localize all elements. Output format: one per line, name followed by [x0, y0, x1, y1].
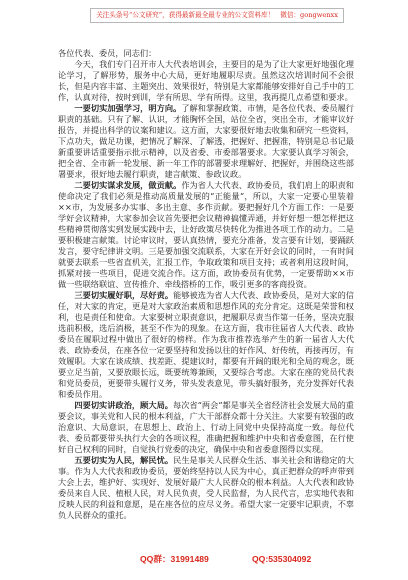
paragraph-point-1 — [58, 103, 354, 180]
banner-wechat: 微信：gongwenxx — [280, 11, 338, 19]
document-body — [58, 48, 354, 521]
qq-group-number: QQ群：31991489 — [140, 554, 209, 564]
paragraph-heading: 二要切实谋求发展，做贡献。 — [74, 180, 182, 190]
page-footer — [0, 552, 408, 566]
paragraph-point-4 — [58, 400, 354, 455]
paragraph-text: 每次省“两会”都是事关全省经济社会发展大局的重要会议，事关党和人民的根本利益，广大干部群众都十分关注。大家要有较强的政治意识、大局意识，在思想上、政治上、行动上同党中央保持高度一致。每位代表、委员都要带头执行大会的各项议程，准确把握和维护中央和省委意图，在行使好自己权利的同时，自觉执行党委的决定，确保中央和省委意图得以实现。 — [58, 400, 354, 454]
salutation: 各位代表、委员，同志们： — [58, 48, 157, 58]
paragraph-heading: 四要切实讲政治，顾大局。 — [74, 400, 174, 410]
paragraph-heading: 三要切实履好职，尽好责。 — [74, 290, 174, 300]
banner-text: 关注头条号“公文研究”，获得最新最全最专业的公文资料库！ — [96, 11, 275, 19]
paragraph-intro — [58, 59, 354, 103]
paragraph-text: 今天，我们专门召开市人大代表培训会，主要目的是为了让大家更好地强化理论学习，了解形势，服务中心大局，更好地履职尽责。虽然这次培训时间不会很长，但是内容丰富、主题突出、效果很好，特别是大家都能够安排好自己手中的工作，认真对待，按时到训，学有所思、学有所得。这里，我再提几点希望和要求。 — [58, 59, 354, 102]
qq-number: QQ:535304092 — [252, 554, 312, 564]
paragraph-text: 了解和掌握政策、市情，是各位代表、委员履行职责的基础。只有了解、认识，才能胸怀全国，站位全省，突出全市，才能审议好报告，并提出科学的议案和建议。这方面，大家要很好地去收集和研究一些资料，下点功夫，做足功课，把情况了解深、了解透，把握好、把握准，特别是总书记最新重要讲话重要指示批示精神，以及省委、市委部署要求。大家要认真学习领会，把全省、全市新一轮发展、新一年工作的部署要求理解好、把握好，并围绕这些部署要求，很好地去履行职责，建言献策、参政议政。 — [58, 103, 354, 179]
paragraph-text: 民生是事关人民群众生活、事关社会和谐稳定的大事。作为人大代表和政协委员，要始终坚持以人民为中心，真正把群众的呼声带到大会上去，维护好、实现好、发展好最广大人民群众的根本利益。人大代表和政协委员来自人民、植根人民，对人民负责，受人民监督，为人民代言，忠实地代表和反映人民的利益和意愿，是在座各位的应尽义务。希望大家一定要牢记职责，不辜负人民群众的重托。 — [58, 455, 354, 520]
paragraph-point-5 — [58, 455, 354, 521]
paragraph-text: 作为省人大代表、政协委员，我们肩上的职责和使命决定了我们必须是推动高质量发展的“正能量”，所以，大家一定要心里装着××市，为发展多办实事、多出主意、多作贡献。要把握好几个方面工作：一是要学好会议精神，大家参加会议首先要把会议精神搞懂弄通，并好好想一想怎样把这些精神贯彻落实到发展实践中去，让好政策尽快转化为推进各项工作的动力。二是要积极建言献策。讨论审议时，要认真热情，要充分准备，发言要有计划，要踊跃发言，要守纪律讲文明。三是要加强交流联系，大家在开好会议的同时，一有时间就要去联系一些省直机关，汇报工作，争取政策和项目支持；或者利用这段时间，抓紧对接一些项目，促进交流合作。这方面，政协委员有优势，一定要帮助××市做一些联络联谊、宣传推介、牵线搭桥的工作，吸引更多的客商投资。 — [58, 180, 354, 289]
paragraph-point-3 — [58, 290, 354, 400]
paragraph-text: 能够被选为省人大代表、政协委员，是对大家的信任，对大家的肯定，更是对大家政治素质和思想作风的充分肯定。这既是荣誉和权利，也是责任和使命。大家要树立职责意识，把履职尽责当作第一任务，坚决克服选前积极，选后消极，甚至不作为的现象。在这方面，我市往届省人大代表、政协委员在履职过程中做出了很好的榜样。作为我市推荐选举产生的新一届省人大代表、政协委员，在座各位一定要坚持和发扬以往的好作风、好传统，再接再厉，有效履职。大家在谈成绩、找差距、提建议时，都要有开阔的眼光和全局的观念，既要立足当前，又要放眼长远，既要统筹兼顾，又要综合考虑。大家在座的党员代表和党员委员，更要带头履行义务，带头发表意见，带头搞好服务，充分发挥好代表和委员作用。 — [58, 290, 354, 399]
promo-banner — [90, 8, 344, 23]
paragraph-point-2 — [58, 180, 354, 290]
paragraph-heading: 五要切实为人民，解民忧。 — [74, 455, 174, 465]
paragraph-heading: 一要切实加强学习，明方向。 — [74, 103, 182, 113]
